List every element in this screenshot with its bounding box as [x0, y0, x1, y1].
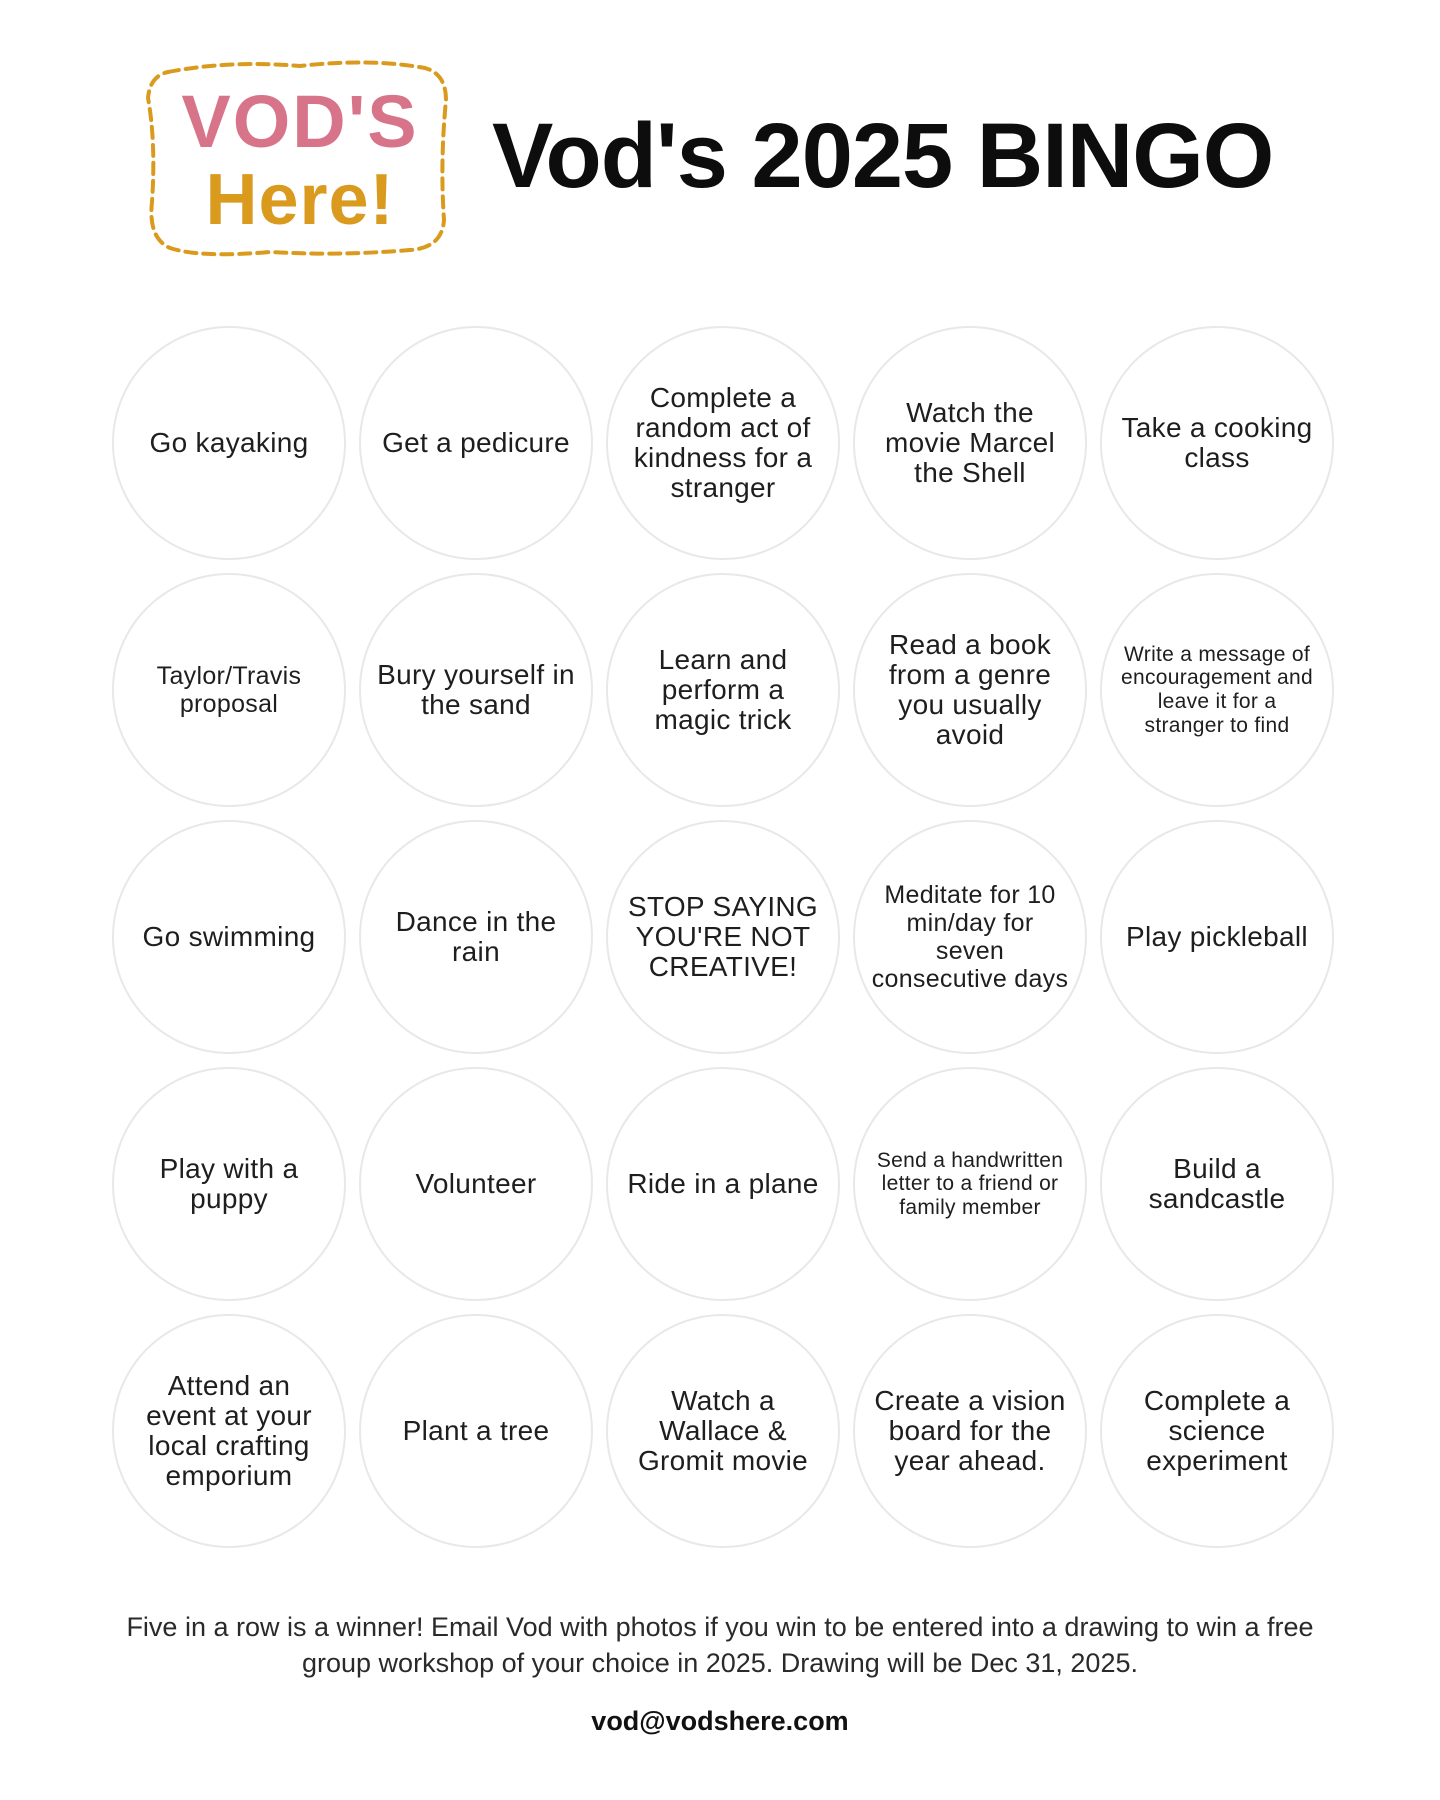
bingo-cell — [606, 1067, 840, 1301]
bingo-cell-text: Volunteer — [415, 1167, 537, 1199]
bingo-cell-text: Complete a science experiment — [1143, 1384, 1291, 1477]
contact-email[interactable]: vod@vodshere.com — [591, 1706, 849, 1736]
bingo-cell-text: Watch the movie Marcel the Shell — [884, 396, 1056, 489]
bingo-cell — [1100, 820, 1334, 1054]
bingo-cell-free — [606, 820, 840, 1054]
bingo-cell — [853, 326, 1087, 560]
logo-graphic — [140, 52, 458, 262]
bingo-cell — [112, 573, 346, 807]
bingo-cell-text: Bury yourself in the sand — [377, 658, 575, 720]
bingo-cell-text: Attend an event at your local crafting emporium — [146, 1369, 312, 1492]
bingo-cell-text: Dance in the rain — [395, 905, 557, 967]
bingo-cell — [1100, 326, 1334, 560]
rules-text: Five in a row is a winner! Email Vod with photos if you win to be entered into a drawing to win a free group workshop of your choice in 2025. Drawing will be Dec 31, 2025. — [126, 1612, 1314, 1678]
bingo-cell — [606, 326, 840, 560]
bingo-cell-text: Meditate for 10 min/day for seven consecutive days — [871, 881, 1069, 993]
bingo-cell-text: Send a handwritten letter to a friend or family member — [876, 1148, 1064, 1219]
bingo-cell — [112, 1067, 346, 1301]
bingo-cell-text: Take a cooking class — [1121, 411, 1313, 473]
bingo-cell-text: Plant a tree — [402, 1414, 550, 1446]
bingo-cell — [1100, 573, 1334, 807]
bingo-cell — [853, 820, 1087, 1054]
bingo-cell — [112, 1314, 346, 1548]
bingo-cell-text: Get a pedicure — [382, 426, 570, 458]
bingo-cell-text: Read a book from a genre you usually avoid — [888, 628, 1052, 751]
vods-here-logo — [140, 52, 458, 262]
logo-line-2: Here! — [205, 160, 395, 240]
bingo-cell-text: Watch a Wallace & Gromit movie — [637, 1384, 809, 1477]
bingo-cell — [359, 573, 593, 807]
bingo-cell — [112, 326, 346, 560]
bingo-cell — [853, 573, 1087, 807]
bingo-cell-text: Taylor/Travis proposal — [156, 662, 302, 718]
bingo-cell — [359, 326, 593, 560]
bingo-cell — [359, 1067, 593, 1301]
bingo-grid — [112, 326, 1334, 1548]
bingo-cell-text: Play with a puppy — [159, 1152, 299, 1214]
bingo-cell-text: Write a message of encouragement and leave it for a stranger to find — [1121, 642, 1313, 737]
bingo-cell — [359, 1314, 593, 1548]
bingo-cell-text: Learn and perform a magic trick — [654, 643, 792, 736]
bingo-cell-text: Create a vision board for the year ahead. — [874, 1384, 1066, 1477]
bingo-cell — [606, 573, 840, 807]
bingo-cell-text: Ride in a plane — [627, 1167, 819, 1199]
bingo-cell-text: Play pickleball — [1126, 920, 1308, 952]
bingo-cell — [1100, 1314, 1334, 1548]
bingo-cell-text: Go kayaking — [149, 426, 309, 458]
bingo-cell — [853, 1067, 1087, 1301]
bingo-cell-text: Build a sandcastle — [1148, 1152, 1286, 1214]
bingo-cell — [853, 1314, 1087, 1548]
bingo-cell-text: STOP SAYING YOU'RE NOT CREATIVE! — [627, 890, 819, 983]
bingo-cell — [359, 820, 593, 1054]
bingo-cell — [606, 1314, 840, 1548]
bingo-cell-text: Go swimming — [142, 920, 316, 952]
bingo-cell-text: Complete a random act of kindness for a stranger — [633, 381, 813, 504]
bingo-cell — [1100, 1067, 1334, 1301]
logo-line-1: VOD'S — [181, 80, 419, 163]
page-title: Vod's 2025 BINGO — [492, 105, 1274, 207]
bingo-cell — [112, 820, 346, 1054]
